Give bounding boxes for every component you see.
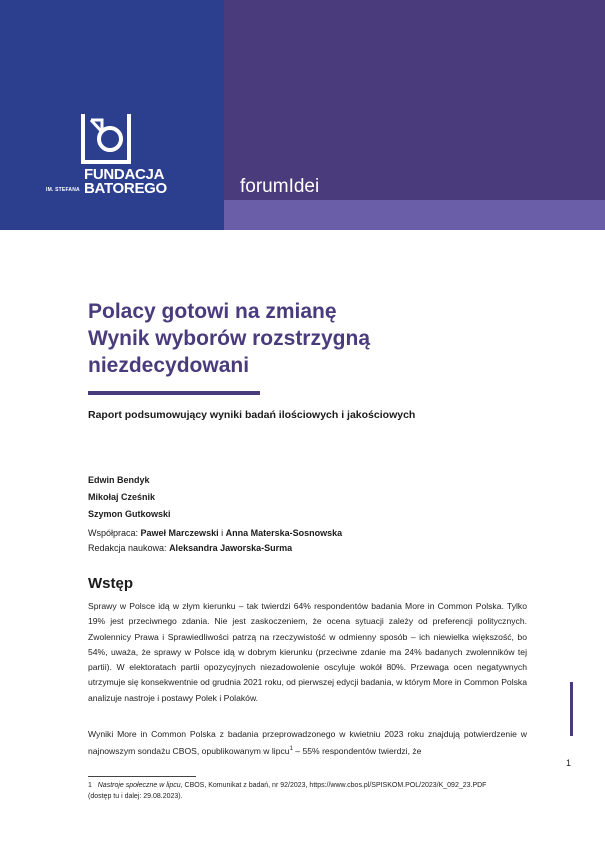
page-number: 1 <box>566 758 572 768</box>
collaboration-block <box>88 526 342 556</box>
author: Mikołaj Cześnik <box>88 492 156 502</box>
footnote-title: Nastroje społeczne w lipcu <box>97 782 181 789</box>
paragraph-text: Wyniki More in Common Polska z badania przeprowadzonego w kwietniu 2023 roku znajdują potwierdzenie w najnowszym sondażu CBOS, opublikowanym w lipcu <box>88 729 527 757</box>
intro-paragraph-1: Sprawy w Polsce idą w złym kierunku – tak twierdzi 64% respondentów badania More in Common Polska. Tylko 19% jest przeciwnego zdania. Nie jest zaskoczeniem, że ocena sytuacji zależy od preferencji politycznych. Zwolennicy Prawa i Sprawiedliwości patrzą na rzeczywistość w odmienny sposób – ich niewielka większość, bo 54%, uważa, że sprawy w Polsce idą w dobrym kierunku (przeciwne zdanie ma 24% badanych zwolenników tej partii). W elektoratach partii opozycyjnych niezadowolenie oscyluje wokół 80%. Przewaga ocen negatywnych utrzymuje się konsekwentnie od grudnia 2021 roku, od pierwszej edycji badania, w którym More in Common Polska analizuje nastroje i postawy Polek i Polaków. <box>88 601 527 703</box>
title-line3: niezdecydowani <box>88 354 250 377</box>
forum-idei-label: forumIdei <box>240 176 320 197</box>
footnote-divider <box>88 776 196 777</box>
foundation-small: IM. STEFANA <box>46 187 80 193</box>
paragraph-text: – 55% respondentów twierdzi, że <box>292 746 422 757</box>
side-accent-bar <box>570 682 573 736</box>
collab-label: Współpraca: <box>88 528 141 538</box>
editor-line <box>88 541 342 556</box>
title-line2: Wynik wyborów rozstrzygną <box>88 327 370 350</box>
footnote-access: (dostęp tu i dalej: 29.08.2023). <box>88 793 183 800</box>
collab-joiner: i <box>218 528 226 538</box>
section-heading: Wstęp <box>88 575 133 592</box>
foundation-name <box>84 168 167 196</box>
intro-paragraph-2 <box>88 727 527 759</box>
footnote-number: 1 <box>88 782 92 789</box>
header-band <box>224 200 605 230</box>
editor-label: Redakcja naukowa: <box>88 543 170 553</box>
author: Edwin Bendyk <box>88 475 150 485</box>
author: Szymon Gutkowski <box>88 509 171 519</box>
foundation-line2: BATOREGO <box>84 180 167 197</box>
editor-name: Aleksandra Jaworska-Surma <box>169 543 293 553</box>
foundation-logo-icon <box>80 112 132 164</box>
footnote <box>88 780 538 802</box>
collab-name: Paweł Marczewski <box>140 528 219 538</box>
footnote-text: , CBOS, Komunikat z badań, nr 92/2023, https://www.cbos.pl/SPISKOM.POL/2023/K_092_23.PDF <box>180 782 487 789</box>
title-underline <box>88 391 260 395</box>
title-line1: Polacy gotowi na zmianę <box>88 300 337 323</box>
page-title <box>88 298 508 379</box>
footnote-line <box>88 780 538 791</box>
collab-name: Anna Materska-Sosnowska <box>225 528 343 538</box>
report-subtitle: Raport podsumowujący wyniki badań ilościowych i jakościowych <box>88 409 416 421</box>
collaboration-line <box>88 526 342 541</box>
foundation-line1: FUNDACJA <box>84 166 165 183</box>
footnote-ref[interactable]: 1 <box>289 746 293 753</box>
authors-list <box>88 472 171 523</box>
